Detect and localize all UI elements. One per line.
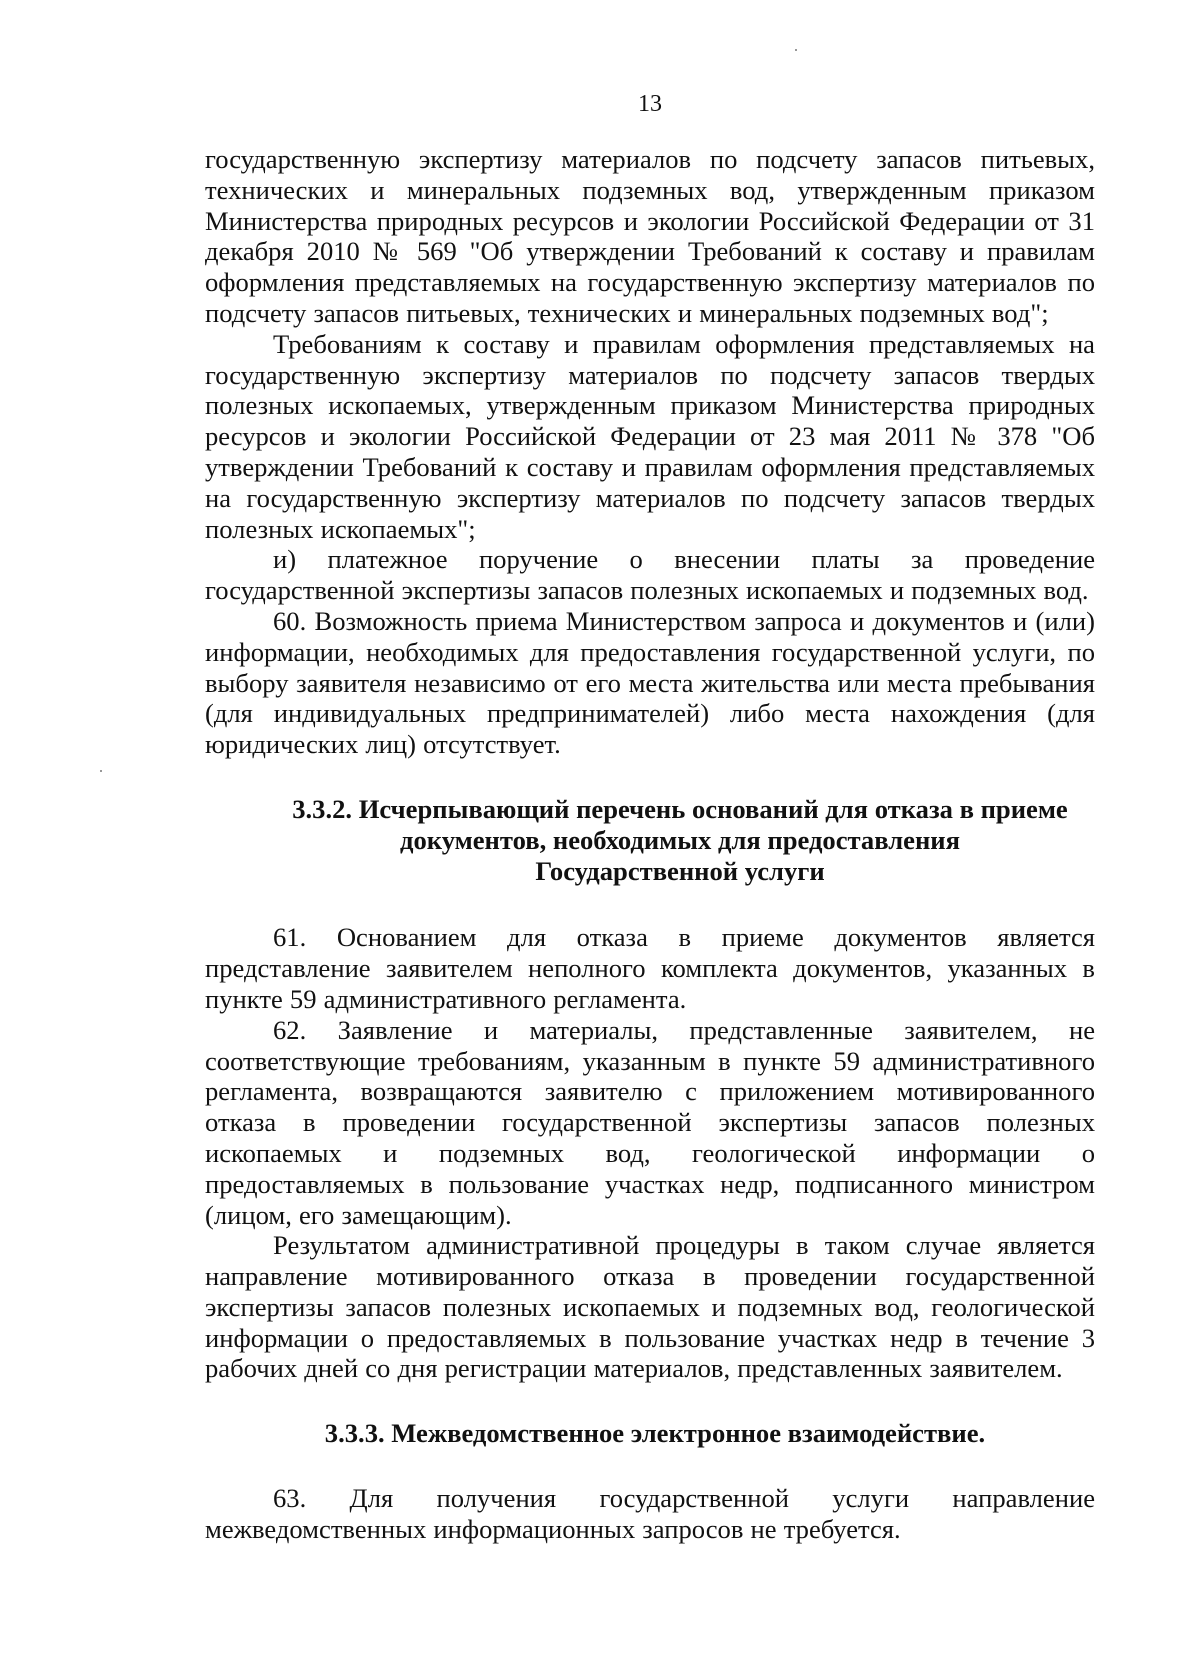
paragraph-63: 63. Для получения государственной услуги направление межведомственных информационных запросов не требуется. [205, 1483, 1095, 1544]
document-body [205, 144, 1095, 1545]
paragraph-60: 60. Возможность приема Министерством запроса и документов и (или) информации, необходимых для предоставления государственной услуги, по выбору заявителя независимо от его места жительства или места пребывания (для индивидуальных предпринимателей) либо места нахождения (для юридических лиц) отсутствует. [205, 605, 1095, 760]
section-heading-3-3-2 [205, 794, 1095, 886]
paragraph-result: Результатом административной процедуры в таком случае является направление мотивированного отказа в проведении государственной экспертизы запасов полезных ископаемых и подземных вод, геологической информации о предоставляемых в пользование участках недр в течение 3 рабочих дней со дня регистрации материалов, представленных заявителем. [205, 1230, 1095, 1384]
paragraph-payment-order: и) платежное поручение о внесении платы за проведение государственной экспертизы запасов полезных ископаемых и подземных вод. [205, 544, 1095, 606]
page-number: 13 [638, 91, 662, 117]
section-heading-3-3-2-line-1: 3.3.2. Исчерпывающий перечень оснований для отказа в приеме [292, 793, 1068, 824]
scan-speck [795, 49, 797, 51]
section-heading-3-3-2-line-3: Государственной услуги [535, 855, 825, 886]
paragraph-61: 61. Основанием для отказа в приеме документов является представление заявителем неполного комплекта документов, указанных в пункте 59 административного регламента. [205, 922, 1095, 1014]
paragraph-requirements-groundwater: государственную экспертизу материалов по подсчету запасов питьевых, технических и минеральных подземных вод, утвержденным приказом Министерства природных ресурсов и экологии Российской Федерации от 31 декабря 2010 № 569 "Об утверждении Требований к составу и правилам оформления представляемых на государственную экспертизу материалов по подсчету запасов питьевых, технических и минеральных подземных вод"; [205, 144, 1095, 328]
paragraph-requirements-solid-minerals: Требованиям к составу и правилам оформления представляемых на государственную экспертизу материалов по подсчету запасов твердых полезных ископаемых, утвержденным приказом Министерства природных ресурсов и экологии Российской Федерации от 23 мая 2011 № 378 "Об утверждении Требований к составу и правилам оформления представляемых на государственную экспертизу материалов по подсчету запасов твердых полезных ископаемых"; [205, 328, 1095, 544]
paragraph-62: 62. Заявление и материалы, представленные заявителем, не соответствующие требованиям, указанным в пункте 59 административного регламента, возвращаются заявителю с приложением мотивированного отказа в проведении государственной экспертизы запасов полезных ископаемых и подземных вод, геологической информации о предоставляемых в пользование участках недр, подписанного министром (лицом, его замещающим). [205, 1014, 1095, 1230]
section-heading-3-3-2-line-2: документов, необходимых для предоставления [400, 824, 960, 855]
scan-speck [100, 770, 102, 772]
section-heading-3-3-3: 3.3.3. Межведомственное электронное взаимодействие. [324, 1418, 986, 1449]
